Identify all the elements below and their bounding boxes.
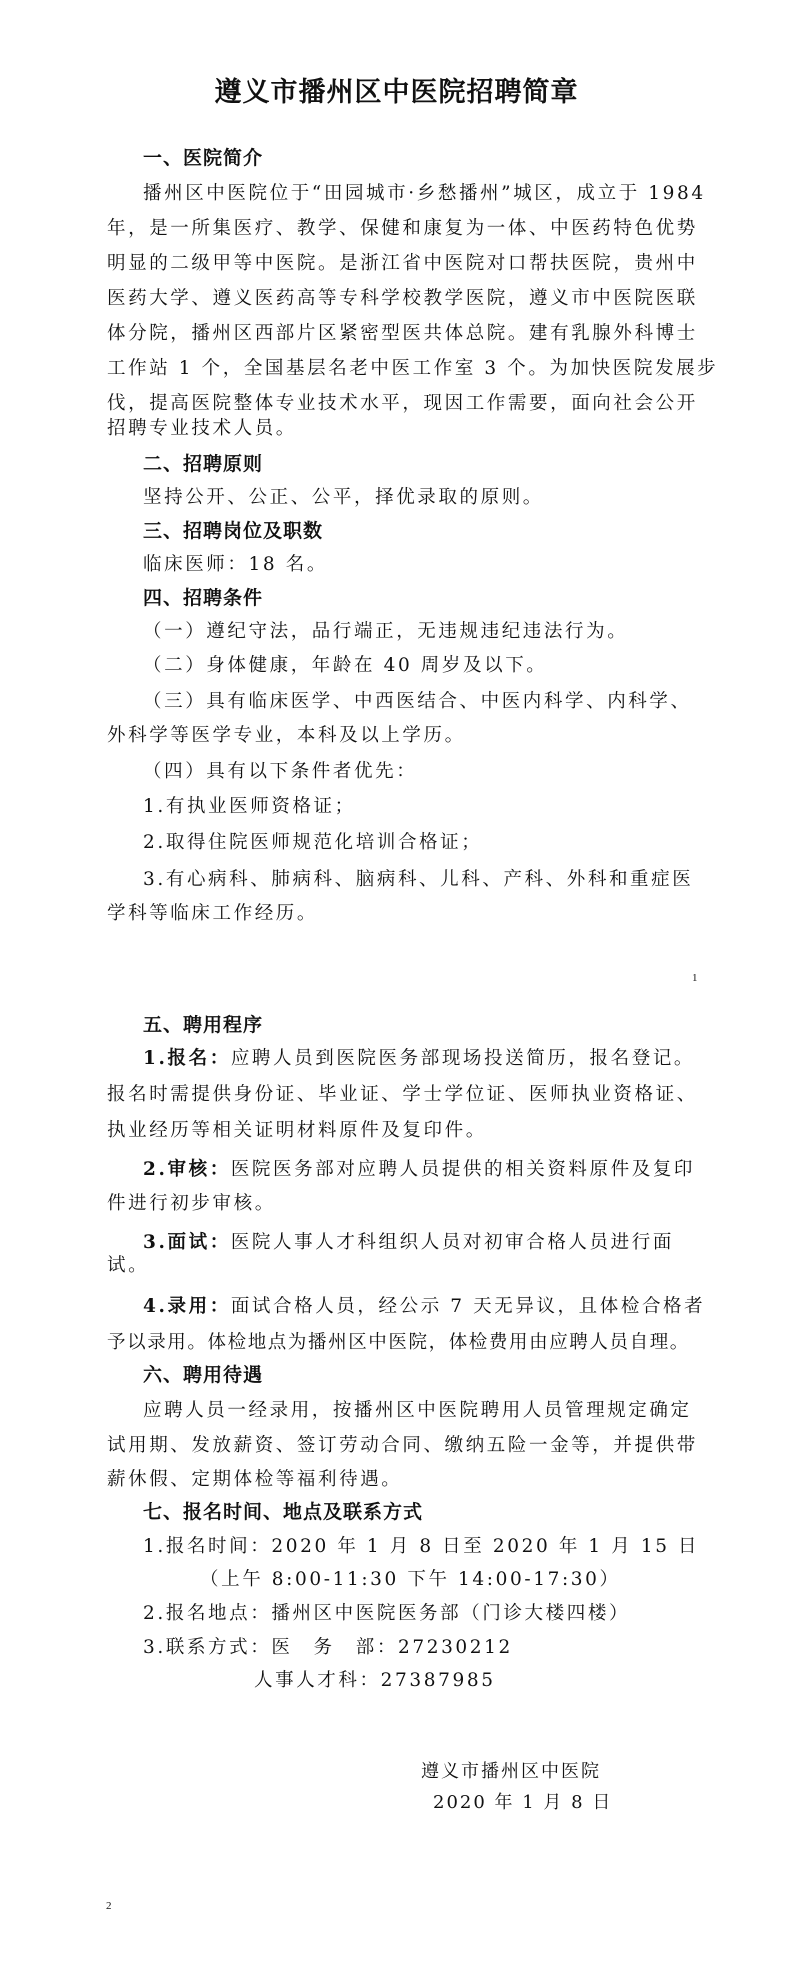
signature-org: 遵义市播州区中医院 (421, 1761, 601, 1782)
paragraph-line: 件进行初步审核。 (107, 1193, 276, 1214)
procedure-item-signup (143, 1045, 696, 1073)
paragraph-line: 医药大学、遵义医药高等专科学校教学医院，遵义市中医院医联 (107, 288, 698, 309)
paragraph-line: 体分院，播州区西部片区紧密型医共体总院。建有乳腺外科博士 (107, 323, 698, 344)
paragraph-line: 工作站 1 个，全国基层名老中医工作室 3 个。为加快医院发展步 (107, 358, 719, 379)
requirement-line: （四）具有以下条件者优先： (143, 761, 418, 782)
signature-date: 2020 年 1 月 8 日 (433, 1792, 613, 1813)
section-heading-principle: 二、招聘原则 (143, 453, 264, 475)
requirement-line: （二）身体健康，年龄在 40 周岁及以下。 (143, 655, 548, 676)
paragraph-line: 明显的二级甲等中医院。是浙江省中医院对口帮扶医院，贵州中 (107, 253, 698, 274)
contact-hr-dept: 人事人才科：27387985 (254, 1670, 496, 1691)
paragraph-line: 临床医师：18 名。 (143, 554, 328, 575)
requirement-line: （三）具有临床医学、中西医结合、中医内科学、内科学、 (143, 691, 692, 712)
paragraph-line: 试用期、发放薪资、签订劳动合同、缴纳五险一金等，并提供带 (107, 1435, 698, 1456)
requirement-line: 学科等临床工作经历。 (107, 903, 319, 924)
paragraph-line: 伐，提高医院整体专业技术水平，现因工作需要，面向社会公开 (107, 393, 698, 414)
requirement-line: 外科学等医学专业，本科及以上学历。 (107, 725, 466, 746)
procedure-text: 应聘人员到医院医务部现场投送简历，报名登记。 (230, 1048, 696, 1069)
paragraph-line: 报名时需提供身份证、毕业证、学士学位证、医师执业资格证、 (107, 1084, 698, 1105)
page-number: 2 (106, 1900, 112, 1912)
procedure-label: 1.报名： (143, 1048, 231, 1069)
signup-location: 2.报名地点：播州区中医院医务部（门诊大楼四楼） (143, 1603, 631, 1624)
procedure-text: 医院医务部对应聘人员提供的相关资料原件及复印 (230, 1159, 696, 1180)
section-heading-intro: 一、医院简介 (143, 147, 264, 169)
procedure-item-hire (143, 1293, 706, 1321)
requirement-line: 1.有执业医师资格证； (143, 796, 356, 817)
requirement-line: 2.取得住院医师规范化培训合格证； (143, 832, 483, 853)
requirement-line: 3.有心病科、肺病科、脑病科、儿科、产科、外科和重症医 (143, 869, 694, 890)
paragraph-line: 予以录用。体检地点为播州区中医院，体检费用由应聘人员自理。 (107, 1332, 690, 1353)
section-heading-requirements: 四、招聘条件 (143, 587, 264, 609)
procedure-text: 医院人事人才科组织人员对初审合格人员进行面 (230, 1232, 674, 1253)
procedure-text: 面试合格人员，经公示 7 天无异议，且体检合格者 (230, 1296, 706, 1317)
signup-time: 1.报名时间：2020 年 1 月 8 日至 2020 年 1 月 15 日 (143, 1536, 700, 1557)
document-title: 遵义市播州区中医院招聘简章 (214, 77, 579, 108)
procedure-label: 2.审核： (143, 1159, 231, 1180)
procedure-label: 3.面试： (143, 1232, 231, 1253)
section-heading-contact: 七、报名时间、地点及联系方式 (143, 1501, 424, 1523)
contact-medical-dept: 3.联系方式：医 务 部：27230212 (143, 1637, 513, 1658)
paragraph-line: 执业经历等相关证明材料原件及复印件。 (107, 1120, 487, 1141)
paragraph-line: 招聘专业技术人员。 (107, 418, 297, 439)
section-heading-procedure: 五、聘用程序 (143, 1014, 264, 1036)
paragraph-line: 年，是一所集医疗、教学、保健和康复为一体、中医药特色优势 (107, 218, 698, 239)
section-heading-benefits: 六、聘用待遇 (143, 1364, 264, 1386)
page-number: 1 (692, 972, 698, 984)
paragraph-line: 应聘人员一经录用，按播州区中医院聘用人员管理规定确定 (143, 1400, 692, 1421)
requirement-line: （一）遵纪守法，品行端正，无违规违纪违法行为。 (143, 621, 629, 642)
signup-hours: （上午 8:00-11:30 下午 14:00-17:30） (200, 1569, 621, 1590)
paragraph-line: 坚持公开、公正、公平，择优录取的原则。 (143, 487, 544, 508)
paragraph-line: 薪休假、定期体检等福利待遇。 (107, 1469, 403, 1490)
paragraph-line: 试。 (107, 1255, 150, 1276)
procedure-item-review (143, 1156, 696, 1184)
paragraph-line: 播州区中医院位于“田园城市·乡愁播州”城区，成立于 1984 (143, 183, 706, 204)
section-heading-positions: 三、招聘岗位及职数 (143, 520, 324, 542)
procedure-label: 4.录用： (143, 1296, 231, 1317)
